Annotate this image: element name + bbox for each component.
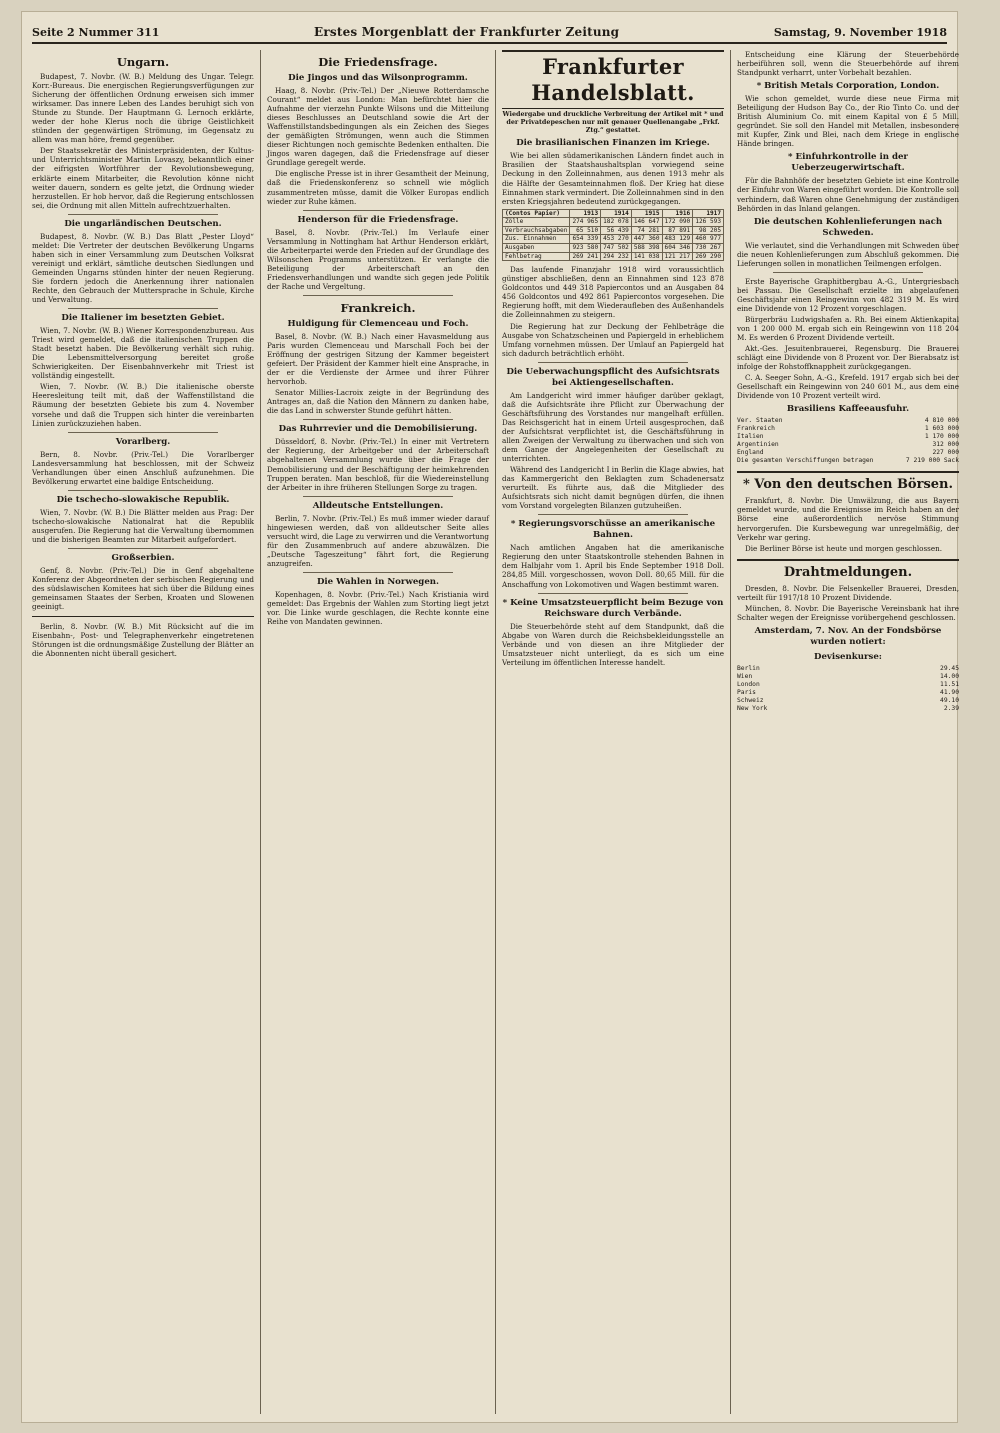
table-cell: Fehlbetrag [503,252,570,261]
column-1 [32,50,254,1414]
separator [68,490,218,491]
table-row [503,218,724,227]
article-text: Für die Bahnhöfe der besetzten Gebiete ist eine Kontrolle der Einfuhr von Waren eingeführt worden. Die Kontrolle soll verhindern, daß Waren ohne Genehmigung der zuständigen Behörden in das Inland gelangen. [737,176,959,213]
article-text: Wie verlautet, sind die Verhandlungen mit Schweden über die neuen Kohlenlieferungen zum Abschluß gekommen. Die Lieferungen sollen in monatlichen Teilmengen erfolgen. [737,240,959,268]
table-cell: 182 078 [601,218,632,227]
article-text: Berlin, 8. Novbr. (W. B.) Mit Rücksicht auf die im Eisenbahn-, Post- und Telegraphenverkehr eingetretenen Störungen ist die ordnungsmäßige Zustellung der Blätter an die Abonnenten nicht überall gesichert. [32,622,254,659]
table-cell: 98 205 [693,226,724,235]
list-item: Italien 1 170 000 [737,433,959,441]
article-text: Während des Landgericht I in Berlin die Klage abwies, hat das Kammergericht den Beklagten zum Schadenersatz verurteilt. Es führte aus, daß die Mitglieder des Aufsichtsrats sich nicht damit begnügen dürfen, die ihnen vom Vorstand vorgelegten Bilanzen gutzuheißen. [502,465,724,511]
article-text: Wien, 7. Novbr. (W. B.) Wiener Korrespondenzbureau. Aus Triest wird gemeldet, daß die italienischen Truppen die Stadt besetzt haben. Die Bevölkerung verhält sich ruhig. Die Lebensmittelversorgung bereitet große Schwierigkeiten. Der Eisenbahnverkehr mit Triest ist vollständig eingestellt. [32,326,254,381]
table-cell: 141 038 [631,252,662,261]
article-text: Frankfurt, 8. Novbr. Die Umwälzung, die aus Bayern gemeldet wurde, und die Ereignisse im Reich haben an der Börse eine außerordentlich nervöse Stimmung hervorgerufen. Die Kursbewegung war unregelmäßig, der Verkehr war gering. [737,496,959,542]
table-cell: 923 580 [570,244,601,253]
separator [303,419,453,420]
article-text: Wien, 7. Novbr. (W. B.) Die italienische oberste Heeresleitung teilt mit, daß der Waffenstillstand die Räumung der besetzten Gebiete bis zum 4. November vorsehe und daß die Truppen sich hinter die vereinbarten Linien zurückzuziehen haben. [32,382,254,428]
article-text: Nach amtlichen Angaben hat die amerikanische Regierung den unter Staatskontrolle stehenden Bahnen in dem Halbjahr vom 1. April bis Ende September 1918 Doll. 284,85 Mill. vorgeschossen, wovon Doll. 80,65 Mill. für die Anschaffung von Lokomotiven und Wagen bestimmt waren. [502,543,724,589]
separator [68,432,218,433]
separator [737,471,959,473]
table-cell: 654 339 [570,235,601,244]
heading-kaffeeausfuhr: Brasiliens Kaffeeausfuhr. [786,404,910,415]
heading-ruhrrevier: Das Ruhrrevier und die Demobilisierung. [278,424,478,435]
heading-ungarlaendische-deutsche: Die ungarländischen Deutschen. [64,218,222,229]
article-text: Budapest, 7. Novbr. (W. B.) Meldung des Ungar. Telegr. Korr.-Bureaus. Die energischen Regierungsverfügungen zur Sicherung der öffentlichen Ordnung erweisen sich immer wirksamer. Das innere Leben des Landes beruhigt sich von Stunde zu Stunde. Der Hauptmann G. Lernoch erklärte, weder der hohe Klerus noch die übrige Geistlichkeit stünden der gegenwärtigen Strömung, im Gegensatz zu allem was man höre, fremd gegenüber. [32,72,254,145]
article-text: Die Regierung hat zur Deckung der Fehlbeträge die Ausgabe von Schatzscheinen und Papiergeld in erheblichem Umfang vornehmen müssen. Der Umlauf an Papiergeld hat sich dadurch beträchtlich erhöht. [502,321,724,358]
table-cell: 65 510 [570,226,601,235]
separator [538,362,688,363]
column-grid [32,50,959,1414]
article-text: Am Landgericht wird immer häufiger darüber geklagt, daß die Aufsichtsräte ihre Pflicht zur Überwachung der Geschäftsführung des Vorstandes nur mangelhaft erfüllen. Das Reichsgericht hat in einem Urteil ausgesprochen, daß der Aufsichtsrat verpflichtet ist, die Geschäftsführung in allen Zweigen der Verwaltung zu überwachen und sich von dem Gange der Angelegenheiten der Gesellschaft zu unterrichten. [502,390,724,464]
table-header: 1916 [662,209,693,218]
separator [303,295,453,296]
table-header: 1914 [601,209,632,218]
heading-wahlen-norwegen: Die Wahlen in Norwegen. [316,576,440,587]
handelsblatt-title: Frankfurter Handelsblatt. [502,50,724,109]
header-masthead: Erstes Morgenblatt der Frankfurter Zeitung [314,25,620,39]
heading-friedensfrage: Die Friedensfrage. [318,55,438,69]
article-text: Basel, 8. Novbr. (W. B.) Nach einer Havasmeldung aus Paris wurden Clemenceau und Marschall Foch bei der Eröffnung der gestrigen Sitzung der Kammer begeistert gefeiert. Der Präsident der Kammer hielt eine Ansprache, in der er die Verdienste der Armee und ihrer Führer hervorhob. [267,331,489,387]
table-row [503,244,724,253]
article-text: Entscheidung eine Klärung der Steuerbehörde herbeiführen soll, wenn die Steuerbehörde auf ihrem Standpunkt verharrt, unter Vorbehalt bezahlen. [737,50,959,78]
table-cell: 453 270 [601,235,632,244]
table-cell: 460 977 [693,235,724,244]
header-date: Samstag, 9. November 1918 [773,26,947,39]
article-text: Senator Millies-Lacroix zeigte in der Begründung des Antrages an, daß die Nation den Männern zu danken habe, die das Land in schwerster Stunde geführt hätten. [267,388,489,416]
list-item: Argentinien 312 000 [737,441,959,449]
article-text: Die Steuerbehörde steht auf dem Standpunkt, daß die Abgabe von Waren durch die Reichsbekleidungsstelle an Verbände und von diesen an ihre Mitglieder der Umsatzsteuer nicht unterliegt, da es sich um eine Verteilung im öffentlichen Interesse handelt. [502,621,724,667]
table-header-row [503,209,724,218]
finance-table [502,209,724,262]
table-cell: 146 647 [631,218,662,227]
heading-ueberwachungspflicht: Die Ueberwachungspflicht des Aufsichtsrats bei Aktiengesellschaften. [506,366,720,388]
subheading-huldigung: Huldigung für Clemenceau und Foch. [287,318,469,329]
table-cell: 121 217 [662,252,693,261]
article-text: Dresden, 8. Novbr. Die Felsenkeller Brauerei, Dresden, verteilt für 1917/18 10 Prozent Dividende. [737,583,959,602]
table-cell: 483 129 [662,235,693,244]
table-cell: 56 439 [601,226,632,235]
list-item: London 11.51 [737,680,959,688]
article-text: Der Staatssekretär des Ministerpräsidenten, der Kultus- und Unterrichtsminister Martin Lovaszy, bekanntlich einer der eifrigsten Wortführer der Revolutionsbewegung, erklärte einem Mitarbeiter, die Revolution könne nicht weiter dauern, sondern es gelte jetzt, die Ordnung wieder herzustellen. Er hob hervor, daß die Regierung entschlossen sei, die Ordnung mit allen Mitteln aufrechtzuerhalten. [32,146,254,210]
article-text: Basel, 8. Novbr. (Priv.-Tel.) Im Verlaufe einer Versammlung in Nottingham hat Arthur Henderson erklärt, die Arbeiterpartei werde den Frieden auf der Grundlage des Wilsonschen Programms unterstützen. Er verlangte die Beteiligung der Arbeiterschaft an den Friedensverhandlungen und wandte sich gegen jede Politik der Rache und Vergeltung. [267,227,489,291]
table-row [503,235,724,244]
heading-ungarn: Ungarn. [116,55,170,69]
heading-drahtmeldungen: Drahtmeldungen. [783,564,913,580]
article-text: Bürgerbräu Ludwigshafen a. Rh. Bei einem Aktienkapital von 1 200 000 M. ergab sich ein Reingewinn von 118 204 M. Es werden 6 Prozent Dividende verteilt. [737,314,959,343]
table-cell: Zölle [503,218,570,227]
article-text: Die Berliner Börse ist heute und morgen geschlossen. [745,543,942,553]
table-row [503,226,724,235]
article-text: Genf, 8. Novbr. (Priv.-Tel.) Die in Genf abgehaltene Konferenz der Abgeordneten der serbischen Regierung und des südslawischen Komitees hat sich über die Bildung eines gemeinsamen Staates der Serben, Kroaten und Slowenen geeinigt. [32,565,254,612]
table-header: 1917 [693,209,724,218]
table-cell: 274 965 [570,218,601,227]
separator [538,514,688,515]
article-text: Düsseldorf, 8. Novbr. (Priv.-Tel.) In einer mit Vertretern der Regierung, der Arbeitgeber und der Arbeiterschaft abgehaltenen Versammlung wurde über die Frage der Demobilisierung und der Beschäftigung der heimkehrenden Truppen beraten. Man beschloß, für die Wiedereinstellung der Arbeiter in ihre früheren Stellungen Sorge zu tragen. [267,437,489,492]
table-cell: 604 346 [662,244,693,253]
separator [303,496,453,497]
list-item: England 227 000 [737,449,959,457]
table-cell: 588 398 [631,244,662,253]
heading-frankreich: Frankreich. [340,300,416,315]
table-cell: 294 232 [601,252,632,261]
heading-amsterdam: Amsterdam, 7. Nov. An der Fondsbörse wurden notiert: [754,625,942,647]
table-cell: Verbrauchsabgaben [503,226,570,235]
coffee-export-list [737,417,959,465]
heading-devisenkurse: Devisenkurse: [814,651,882,662]
column-rule [260,50,261,1414]
table-cell: 269 290 [693,252,724,261]
article-text: Kopenhagen, 8. Novbr. (Priv.-Tel.) Nach Kristiania wird gemeldet: Das Ergebnis der Wahlen zum Storting liegt jetzt vor. Die Linke wurde geschlagen, die Rechte konnte eine Reihe von Mandaten gewinnen. [267,589,489,627]
list-item: Die gesamten Verschiffungen betragen 7 219 000 Sack [737,457,959,465]
article-text: Haag, 8. Novbr. (Priv.-Tel.) Der „Nieuwe Rotterdamsche Courant“ meldet aus London: Man befürchtet hier die Aufnahme der vierzehn Punkte Wilsons und die Mitteilung dieses Beschlusses an Deutschland sowie die Art der Waffenstillstandsbedingungen als ein Zeichen des Sieges der gemäßigten Strömungen, wenn auch die Stimmen dieser Richtungen noch gemischte Bedenken enthalten. Die Jingos waren dagegen, daß die Friedensfrage auf dieser Grundlage geregelt werde. [267,86,489,168]
article-text: Wie schon gemeldet, wurde diese neue Firma mit Beteiligung der Hudson Bay Co., der Rio Tinto Co. und der British Aluminium Co. mit einem Kapital von £ 5 Mill. gegründet. Sie soll den Handel mit Metallen, insbesondere mit Kupfer, Zink und Blei, nach dem Kriege in englische Hände bringen. [737,94,959,149]
separator [773,272,923,273]
table-cell: 747 502 [601,244,632,253]
separator [68,548,218,549]
table-cell: 172 090 [662,218,693,227]
list-item: Ver. Staaten 4 810 000 [737,417,959,425]
header-page-number: Seite 2 Nummer 311 [32,26,160,39]
article-text: Akt.-Ges. Jesuitenbrauerei, Regensburg. Die Brauerei schlägt eine Dividende von 8 Prozent vor. Der Bierabsatz ist infolge der Rohstoffknappheit zurückgegangen. [737,344,959,372]
heading-grossserbien: Großserbien. [111,552,175,563]
table-cell: 730 267 [693,244,724,253]
heading-brasilianische-finanzen: Die brasilianischen Finanzen im Kriege. [516,138,710,149]
article-text: Berlin, 7. Novbr. (Priv.-Tel.) Es muß immer wieder darauf hingewiesen werden, daß von alldeutscher Seite alles versucht wird, die Lage zu verwirren und die Verantwortung für den Zusammenbruch auf andere abzuwälzen. Die „Deutsche Tageszeitung“ fährt fort, die Regierung anzugreifen. [267,513,489,568]
table-header: 1913 [570,209,601,218]
newspaper-page [22,12,957,1422]
article-text: Die englische Presse ist in ihrer Gesamtheit der Meinung, daß die Friedenskonferenz so schnell wie möglich zusammentreten müsse, damit die Völker Europas endlich wieder zur Ruhe kämen. [267,169,489,206]
list-item: Paris 41.90 [737,688,959,696]
table-cell: 87 891 [662,226,693,235]
separator [32,616,254,617]
exchange-rate-list [737,665,959,713]
separator [538,593,688,594]
article-text: C. A. Seeger Sohn, A.-G., Krefeld. 1917 ergab sich bei der Gesellschaft ein Reingewinn von 240 601 M., aus dem eine Dividende von 10 Prozent verteilt wird. [737,373,959,401]
heading-kohlenlieferungen: Die deutschen Kohlenlieferungen nach Schweden. [753,216,943,238]
article-text: Wien, 7. Novbr. (W. B.) Die Blätter melden aus Prag: Der tschecho-slowakische Nationalrat hat die Republik ausgerufen. Die Regierung hat die Verwaltung übernommen und die bisherigen Beamten zur Mitarbeit aufgefordert. [32,507,254,544]
heading-einfuhrkontrolle: * Einfuhrkontrolle in der Ueberzeugerwirtschaft. [788,152,908,174]
table-cell: 269 241 [570,252,601,261]
list-item: New York 2.39 [737,704,959,712]
column-4 [737,50,959,1414]
article-text: München, 8. Novbr. Die Bayerische Vereinsbank hat ihre Schalter wegen der Ereignisse vorübergehend geschlossen. [737,603,959,622]
separator [68,308,218,309]
separator [303,572,453,573]
table-cell: 74 281 [631,226,662,235]
list-item: Schweiz 49.10 [737,696,959,704]
heading-italiener: Die Italiener im besetzten Gebiet. [61,313,225,324]
column-2 [267,50,489,1414]
list-item: Frankreich 1 603 000 [737,425,959,433]
table-header: 1915 [631,209,662,218]
column-3 [502,50,724,1414]
heading-vorarlberg: Vorarlberg. [115,436,171,447]
page-header [32,18,947,44]
subheading-jingos: Die Jingos und das Wilsonprogramm. [288,73,468,83]
article-text: Wie bei allen südamerikanischen Ländern findet auch in Brasilien der Staatshaushaltsplan vorwiegend seine Deckung in den Zolleinnahmen, aus denen 1913 mehr als die Hälfte der Gesamteinnahmen floß. Der Krieg hat diese Einnahmen stark vermindert. Die Zolleinnahmen sind in den ersten Kriegsjahren bedeutend zurückgegangen. [502,151,724,206]
heading-alldeutsche-entstellungen: Alldeutsche Entstellungen. [312,500,444,511]
table-header: (Contos Papier) [503,209,570,218]
list-item: Wien 14.00 [737,672,959,680]
heading-henderson: Henderson für die Friedensfrage. [297,214,459,225]
article-text: Das laufende Finanzjahr 1918 wird voraussichtlich günstiger abschließen, denn an Einnahmen sind 123 878 Goldcontos und 449 318 Papiercontos und an Ausgaben 84 456 Goldcontos und 492 861 Papiercontos vorgesehen. Die Regierung hofft, mit dem Wiederaufleben des Außenhandels die Zolleinnahmen zu steigern. [502,265,724,320]
article-text: Erste Bayerische Graphitbergbau A.-G., Untergriesbach bei Passau. Die Gesellschaft erzielte im abgelaufenen Geschäftsjahr einen Reingewinn von 482 319 M. Es wird eine Dividende von 12 Prozent vorgeschlagen. [737,276,959,313]
table-row [503,252,724,261]
heading-tschecho-slowakische-republik: Die tschecho-slowakische Republik. [56,494,230,505]
heading-umsatzsteuerpflicht: * Keine Umsatzsteuerpflicht beim Bezuge von Reichsware durch Verbände. [502,597,724,619]
separator [737,559,959,561]
article-text: Bern, 8. Novbr. (Priv.-Tel.) Die Vorarlberger Landesversammlung hat beschlossen, mit der Schweiz Verhandlungen über einen Anschluß aufzunehmen. Die Bevölkerung erwartet eine baldige Entscheidung. [32,449,254,486]
table-cell: Zus. Einnahmen [503,235,570,244]
table-cell: Ausgaben [503,244,570,253]
table-cell: 126 593 [693,218,724,227]
handelsblatt-subtitle: Wiedergabe und druckliche Verbreitung der Artikel mit * und der Privatdepeschen nur mit genauer Quellenangabe „Frkf. Ztg.“ gestattet. [502,110,724,134]
table-cell: 447 360 [631,235,662,244]
heading-amerikanische-bahnen: * Regierungsvorschüsse an amerikanische Bahnen. [510,519,716,541]
article-text: Budapest, 8. Novbr. (W. B.) Das Blatt „Pester Lloyd“ meldet: Die Vertreter der deutschen Bevölkerung Ungarns haben sich in einer Versammlung zum Deutschen Volksrat vereinigt und erklärt, sämtliche deutschen Siedlungen und Gemeinden Ungarns stünden hinter der neuen Regierung. Sie fordern jedoch die Anerkennung ihrer nationalen Rechte, den Gebrauch der Muttersprache in Schule, Kirche und Verwaltung. [32,231,254,305]
heading-british-metals: * British Metals Corporation, London. [756,81,940,92]
column-rule [730,50,731,1414]
heading-deutsche-boersen: * Von den deutschen Börsen. [742,477,954,493]
separator [68,214,218,215]
separator [303,210,453,211]
column-rule [495,50,496,1414]
list-item: Berlin 29.45 [737,664,959,672]
